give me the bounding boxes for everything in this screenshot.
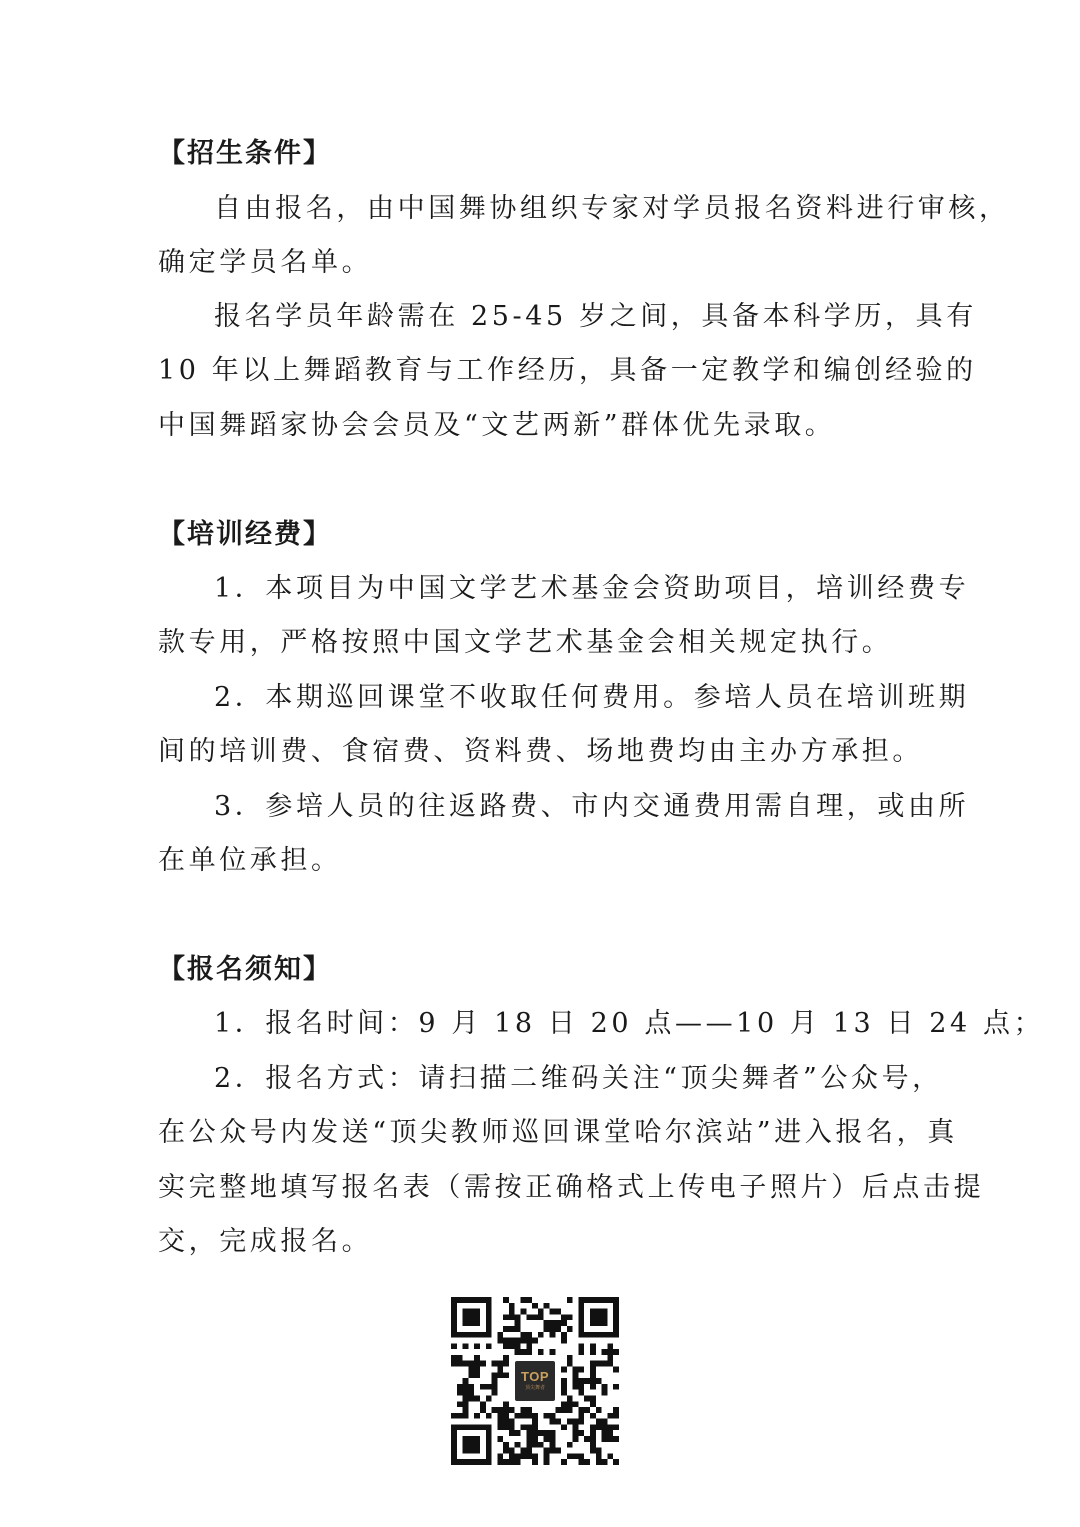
- section-heading-registration: 【报名须知】: [158, 954, 332, 985]
- logo-text: TOP: [521, 1369, 549, 1384]
- paragraph-line: 2．本期巡回课堂不收取任何费用。参培人员在培训班期: [214, 682, 970, 713]
- paragraph-line: 2．报名方式：请扫描二维码关注“顶尖舞者”公众号，: [214, 1063, 943, 1094]
- paragraph-line: 在单位承担。: [158, 845, 342, 876]
- paragraph-line: 3．参培人员的往返路费、市内交通费用需自理，或由所: [214, 791, 970, 822]
- logo-subtext: 顶尖舞者: [524, 1385, 545, 1391]
- paragraph-line: 1．报名时间：9 月 18 日 20 点——10 月 13 日 24 点；: [214, 1008, 1045, 1039]
- paragraph-line: 实完整地填写报名表（需按正确格式上传电子照片）后点击提: [158, 1172, 985, 1203]
- section-heading-enrollment: 【招生条件】: [158, 138, 332, 169]
- top-logo: [513, 1359, 557, 1403]
- paragraph-line: 10 年以上舞蹈教育与工作经历，具备一定教学和编创经验的: [158, 355, 977, 386]
- paragraph-line: 自由报名，由中国舞协组织专家对学员报名资料进行审核，: [214, 193, 1010, 224]
- paragraph-line: 在公众号内发送“顶尖教师巡回课堂哈尔滨站”进入报名，真: [158, 1117, 958, 1148]
- paragraph-line: 1．本项目为中国文学艺术基金会资助项目，培训经费专: [214, 573, 970, 604]
- qr-code[interactable]: [451, 1297, 619, 1465]
- section-heading-funding: 【培训经费】: [158, 519, 332, 550]
- paragraph-line: 款专用，严格按照中国文学艺术基金会相关规定执行。: [158, 627, 893, 658]
- paragraph-line: 中国舞蹈家协会会员及“文艺两新”群体优先录取。: [158, 410, 836, 441]
- paragraph-line: 间的培训费、食宿费、资料费、场地费均由主办方承担。: [158, 736, 923, 767]
- paragraph-line: 报名学员年龄需在 25-45 岁之间，具备本科学历，具有: [214, 301, 977, 332]
- paragraph-line: 确定学员名单。: [158, 247, 373, 278]
- paragraph-line: 交，完成报名。: [158, 1226, 373, 1257]
